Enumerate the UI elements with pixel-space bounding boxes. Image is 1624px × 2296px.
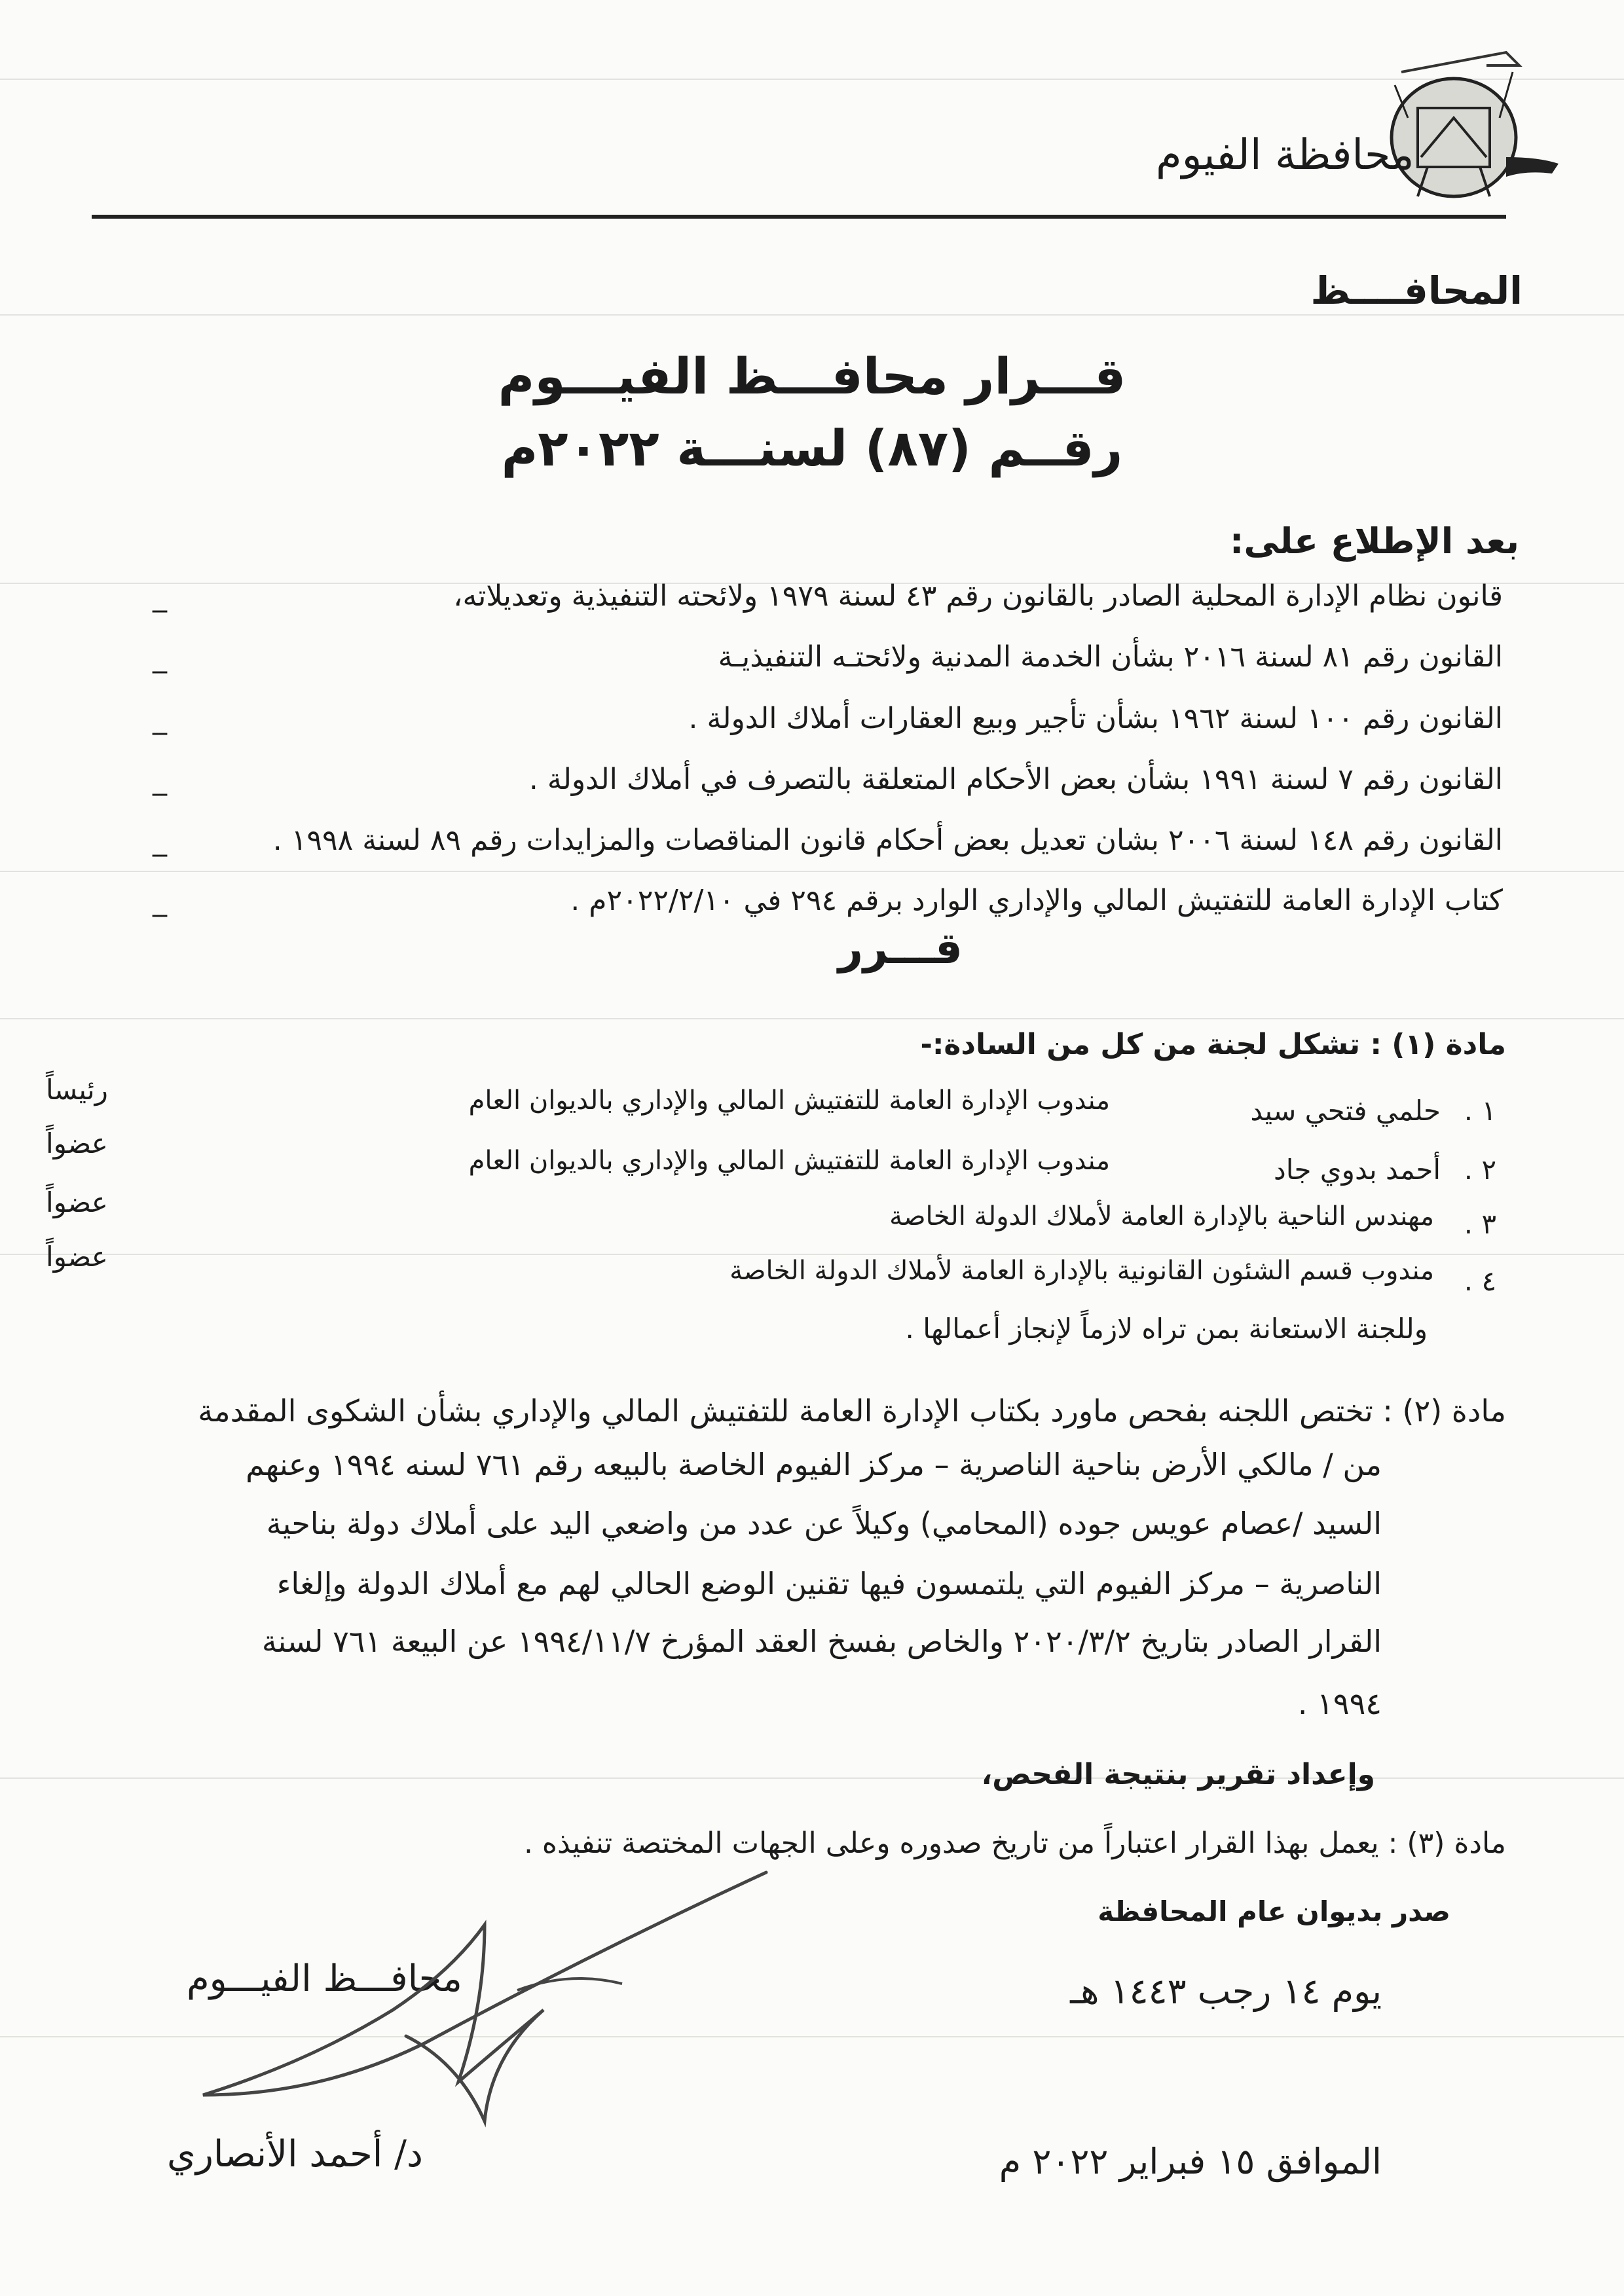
article-2-line: ١٩٩٤ .: [1297, 1686, 1382, 1721]
member-number: ٢ .: [1464, 1154, 1496, 1186]
gregorian-date: الموافق ١٥ فبراير ٢٠٢٢ م: [999, 2141, 1382, 2182]
hijri-date: يوم ١٤ رجب ١٤٤٣ هـ: [1070, 1971, 1382, 2012]
member-number: ٣ .: [1464, 1208, 1496, 1240]
signatory-name: د/ أحمد الأنصاري: [167, 2133, 423, 2176]
reference-item: القانون رقم ٨١ لسنة ٢٠١٦ بشأن الخدمة المدنية ولائحتـه التنفيذيـة: [718, 640, 1503, 674]
member-name: أحمد بدوي جاد: [1273, 1154, 1441, 1186]
list-dash: _: [153, 884, 167, 917]
governorate-name: محافظة الفيوم: [1156, 131, 1414, 179]
article-2-line: مادة (٢) : تختص اللجنه بفحص ماورد بكتاب الإدارة العامة للتفتيش المالي والإداري بشأن الشكوى المقدمة: [198, 1393, 1506, 1429]
member-role: عضواً: [46, 1186, 108, 1218]
article-2-line: السيد /عصام عويس جوده (المحامي) وكيلاً عن عدد من واضعي اليد على أملاك دولة بناحية: [266, 1506, 1382, 1541]
member-role: رئيساً: [46, 1074, 108, 1106]
article-1-heading: مادة (١) : تشكل لجنة من كل من السادة:-: [920, 1028, 1506, 1061]
preamble-heading: بعد الإطلاع على:: [1229, 520, 1519, 562]
article-2-line: القرار الصادر بتاريخ ٢٠٢٠/٣/٢ والخاص بفسخ العقد المؤرخ ١٩٩٤/١١/٧ عن البيعة ٧٦١ لسنة: [261, 1624, 1382, 1659]
committee-note: وللجنة الاستعانة بمن تراه لازماً لإنجاز أعمالها .: [905, 1313, 1428, 1345]
member-role: عضواً: [46, 1127, 108, 1159]
reference-item: القانون رقم ١٠٠ لسنة ١٩٦٢ بشأن تأجير وبيع العقارات أملاك الدولة .: [688, 702, 1503, 735]
member-number: ٤ .: [1464, 1265, 1496, 1297]
member-role: عضواً: [46, 1241, 108, 1273]
member-description: مهندس الناحية بالإدارة العامة لأملاك الدولة الخاصة: [889, 1201, 1434, 1231]
member-description: مندوب الإدارة العامة للتفتيش المالي والإداري بالديوان العام: [468, 1146, 1110, 1176]
office-label: المحافــــظ: [1310, 268, 1522, 313]
list-dash: _: [153, 579, 167, 613]
reference-item: قانون نظام الإدارة المحلية الصادر بالقانون رقم ٤٣ لسنة ١٩٧٩ ولائحته التنفيذية وتعديلاته،: [453, 579, 1503, 613]
header-divider: [92, 215, 1506, 219]
article-2-line: من / مالكي الأرض بناحية الناصرية – مركز الفيوم الخاصة بالبيعه رقم ٧٦١ لسنه ١٩٩٤ وعنهم: [246, 1447, 1382, 1482]
handwritten-signature-icon: [177, 1846, 779, 2160]
reference-item: القانون رقم ١٤٨ لسنة ٢٠٠٦ بشان تعديل بعض أحكام قانون المناقصات والمزايدات رقم ٨٩ لسنة ١٩٩٨ .: [272, 824, 1503, 857]
article-2-closing: وإعداد تقرير بنتيجة الفحص،: [981, 1758, 1375, 1791]
list-dash: _: [153, 640, 167, 674]
article-3: مادة (٣) : يعمل بهذا القرار اعتباراً من تاريخ صدوره وعلى الجهات المختصة تنفيذه .: [523, 1827, 1506, 1860]
decision-number: رقــم (٨٧) لسنـــة ٢٠٢٢م: [501, 419, 1123, 477]
article-2-line: الناصرية – مركز الفيوم التي يلتمسون فيها تقنين الوضع الحالي لهم مع أملاك الدولة وإلغاء: [276, 1566, 1382, 1601]
member-description: مندوب الإدارة العامة للتفتيش المالي والإداري بالديوان العام: [468, 1085, 1110, 1116]
signatory-title: محافـــظ الفيـــوم: [187, 1958, 462, 2000]
fayoum-governorate-seal-icon: [1356, 46, 1565, 210]
member-number: ١ .: [1464, 1095, 1496, 1127]
list-dash: _: [153, 824, 167, 857]
issued-at: صدر بديوان عام المحافظة: [1098, 1895, 1450, 1927]
member-name: حلمي فتحي سيد: [1250, 1095, 1441, 1127]
list-dash: _: [153, 763, 167, 796]
decided-heading: قـــرر: [838, 923, 963, 974]
member-description: مندوب قسم الشئون القانونية بالإدارة العامة لأملاك الدولة الخاصة: [729, 1256, 1434, 1286]
decision-title: قـــرار محافـــظ الفيـــوم: [498, 347, 1126, 405]
reference-item: القانون رقم ٧ لسنة ١٩٩١ بشأن بعض الأحكام المتعلقة بالتصرف في أملاك الدولة .: [528, 763, 1503, 796]
reference-item: كتاب الإدارة العامة للتفتيش المالي والإداري الوارد برقم ٢٩٤ في ٢٠٢٢/٢/١٠م .: [570, 884, 1503, 917]
list-dash: _: [153, 702, 167, 735]
